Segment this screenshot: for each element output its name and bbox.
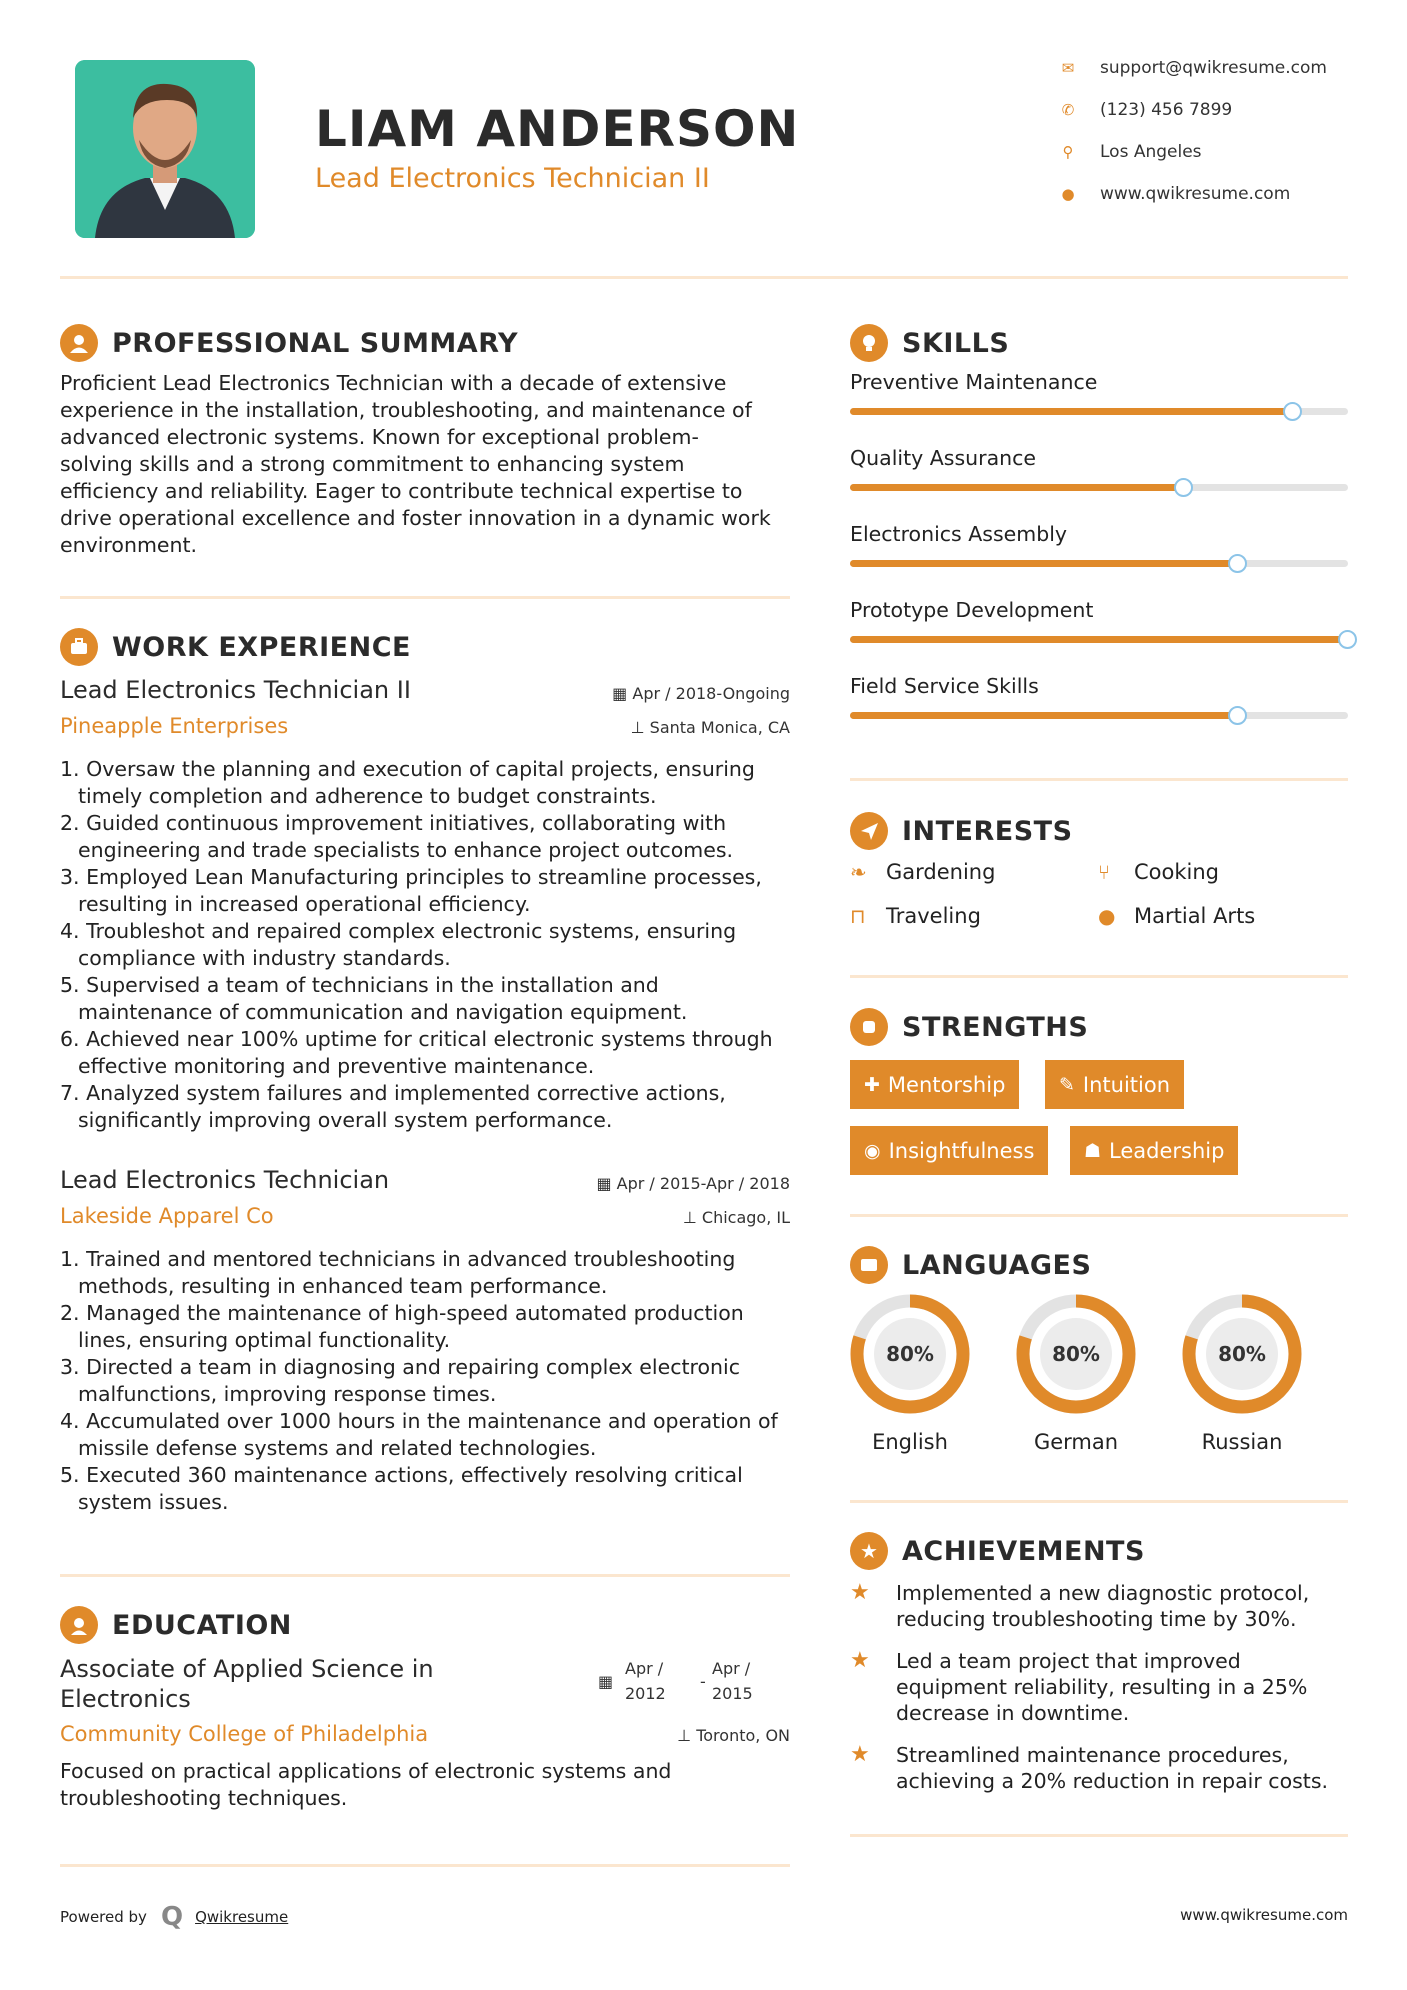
location-text: Los Angeles: [1100, 142, 1202, 162]
list-item: 2. Managed the maintenance of high-speed automated production lines, ensuring optimal functionality.: [60, 1301, 744, 1352]
languages-heading: [850, 1246, 1091, 1284]
paper-plane-icon: [850, 812, 888, 850]
globe-icon: ●: [1098, 904, 1116, 928]
utensils-icon: ⑂: [1098, 860, 1110, 884]
binoculars-icon: ⊓: [850, 904, 866, 928]
powered-by-label: Powered by: [60, 1908, 147, 1926]
phone-icon: ✆: [1061, 101, 1075, 119]
language-percent: 80%: [1052, 1342, 1100, 1366]
job-location: ⊥ Chicago, IL: [682, 1208, 790, 1227]
language-icon: [850, 1246, 888, 1284]
strength-badge: ◉ Insightfulness: [850, 1126, 1048, 1175]
interest-cooking: ⑂ Cooking: [1098, 860, 1219, 884]
phone-text: (123) 456 7899: [1100, 100, 1233, 120]
skill-bar: [850, 560, 1348, 567]
strengths-divider: [850, 1214, 1348, 1217]
skills-title: SKILLS: [902, 327, 1010, 359]
progress-ring: [1014, 1292, 1138, 1416]
star-icon: ★: [850, 1648, 870, 1673]
job-company: Lakeside Apparel Co: [60, 1204, 274, 1228]
list-item: 1. Oversaw the planning and execution of capital projects, ensuring timely completion and adherence to budget constraints.: [60, 757, 755, 808]
list-item: 7. Analyzed system failures and implemented corrective actions, significantly improving overall system performance.: [60, 1081, 726, 1132]
job-date: ▦ Apr / 2015-Apr / 2018: [596, 1174, 790, 1193]
pin-icon: ⊥: [682, 1208, 697, 1227]
job-title: Lead Electronics Technician II: [60, 676, 411, 704]
achievement-item: ★ Implemented a new diagnostic protocol, reducing troubleshooting time by 30%.: [850, 1580, 1310, 1631]
skills-divider: [850, 778, 1348, 781]
skill-label: Electronics Assembly: [850, 522, 1068, 546]
skill-bar: [850, 408, 1348, 415]
education-heading: [60, 1606, 292, 1644]
skill-bar: [850, 484, 1348, 491]
date-dash: -: [700, 1672, 706, 1691]
list-item: 4. Accumulated over 1000 hours in the maintenance and operation of missile defense systems and related technologies.: [60, 1409, 778, 1460]
school-name: Community College of Philadelphia: [60, 1722, 429, 1746]
contact-website[interactable]: [1058, 184, 1290, 204]
strength-badge: ✎ Intuition: [1045, 1060, 1184, 1109]
calendar-icon: ▦: [612, 684, 628, 703]
skill-label: Preventive Maintenance: [850, 370, 1098, 394]
skill-item: [850, 598, 1348, 674]
footer-brand: [60, 1902, 288, 1932]
interests-heading: [850, 812, 1073, 850]
list-item: 6. Achieved near 100% uptime for critical electronic systems through effective monitoring and preventive maintenance.: [60, 1027, 773, 1078]
strengths-heading: [850, 1008, 1088, 1046]
education-location: ⊥ Toronto, ON: [677, 1726, 790, 1745]
pin-icon: ⊥: [677, 1726, 692, 1745]
language-ring: [1180, 1292, 1304, 1454]
experience-title: WORK EXPERIENCE: [112, 631, 411, 663]
envelope-icon: ✉: [1061, 59, 1075, 77]
skill-item: [850, 370, 1348, 446]
skill-bar: [850, 712, 1348, 719]
strengths-title: STRENGTHS: [902, 1011, 1089, 1043]
summary-divider: [60, 596, 790, 599]
graduation-icon: [60, 1606, 98, 1644]
list-item: 3. Directed a team in diagnosing and repairing complex electronic malfunctions, improving response times.: [60, 1355, 740, 1406]
brand-link[interactable]: Qwikresume: [195, 1908, 289, 1926]
list-item: 5. Executed 360 maintenance actions, effectively resolving critical system issues.: [60, 1463, 743, 1514]
star-icon: ★: [850, 1580, 870, 1605]
skill-label: Field Service Skills: [850, 674, 1039, 698]
summary-title: PROFESSIONAL SUMMARY: [112, 327, 519, 359]
languages-divider: [850, 1500, 1348, 1503]
star-icon: ★: [850, 1742, 870, 1767]
fist-icon: [850, 1008, 888, 1046]
job-bullets: [60, 1246, 810, 1516]
skills-heading: [850, 324, 1009, 362]
achievements-divider: [850, 1834, 1348, 1837]
education-start: Apr / 2012: [625, 1659, 666, 1703]
candidate-name: LIAM ANDERSON: [315, 100, 800, 158]
language-name: English: [872, 1430, 948, 1454]
language-percent: 80%: [1218, 1342, 1266, 1366]
job-bullets: [60, 756, 810, 1134]
experience-heading: [60, 628, 411, 666]
magic-wand-icon: ✎: [1059, 1073, 1075, 1096]
language-ring: [1014, 1292, 1138, 1454]
progress-ring: [848, 1292, 972, 1416]
language-ring: [848, 1292, 972, 1454]
contact-location: [1058, 142, 1202, 162]
user-icon: [60, 324, 98, 362]
education-end: Apr / 2015: [712, 1659, 753, 1703]
language-name: German: [1033, 1430, 1119, 1454]
email-text: support@qwikresume.com: [1100, 58, 1327, 78]
job-location: ⊥ Santa Monica, CA: [630, 718, 790, 737]
skill-item: [850, 674, 1348, 750]
profile-photo: [75, 60, 255, 238]
achievements-heading: [850, 1532, 1145, 1570]
skill-label: Prototype Development: [850, 598, 1094, 622]
interests-divider: [850, 975, 1348, 978]
footer-site[interactable]: www.qwikresume.com: [1180, 1906, 1348, 1924]
calendar-icon: ▦: [596, 1174, 612, 1193]
star-badge-icon: ★: [850, 1532, 888, 1570]
education-description: Focused on practical applications of electronic systems and troubleshooting techniques.: [60, 1759, 672, 1810]
strength-badge: ☗ Leadership: [1070, 1126, 1238, 1175]
list-item: 1. Trained and mentored technicians in advanced troubleshooting methods, resulting in enhanced team performance.: [60, 1247, 736, 1298]
users-icon: ☗: [1084, 1139, 1102, 1162]
header-divider: [60, 276, 1348, 279]
interest-traveling: ⊓ Traveling: [850, 904, 981, 928]
skill-label: Quality Assurance: [850, 446, 1037, 470]
language-percent: 80%: [886, 1342, 934, 1366]
education-title: EDUCATION: [112, 1609, 292, 1641]
languages-title: LANGUAGES: [902, 1249, 1092, 1281]
skills-list: [850, 370, 1348, 750]
skill-item: [850, 522, 1348, 598]
contact-phone[interactable]: [1058, 100, 1232, 120]
achievement-item: ★ Streamlined maintenance procedures, achieving a 20% reduction in repair costs.: [850, 1742, 1329, 1793]
website-text: www.qwikresume.com: [1100, 184, 1291, 204]
achievements-title: ACHIEVEMENTS: [902, 1535, 1145, 1567]
interest-gardening: ❧ Gardening: [850, 860, 996, 884]
leaf-icon: ❧: [850, 860, 867, 884]
skill-item: [850, 446, 1348, 522]
list-item: 3. Employed Lean Manufacturing principles to streamline processes, resulting in increased operational efficiency.: [60, 865, 762, 916]
qwikresume-logo-icon: Q: [160, 1902, 184, 1932]
interests-title: INTERESTS: [902, 815, 1073, 847]
achievement-item: ★ Led a team project that improved equipment reliability, resulting in a 25% decrease in downtime.: [850, 1648, 1308, 1725]
list-item: 5. Supervised a team of technicians in the installation and maintenance of communication and navigation equipment.: [60, 973, 688, 1024]
experience-divider: [60, 1574, 790, 1577]
language-name: Russian: [1201, 1430, 1283, 1454]
job-title: Lead Electronics Technician: [60, 1166, 390, 1194]
contact-email[interactable]: [1058, 58, 1327, 78]
user-plus-icon: ✚: [864, 1073, 880, 1096]
pin-icon: ⊥: [630, 718, 645, 737]
globe-icon: ●: [1061, 185, 1075, 203]
eye-icon: ◉: [864, 1139, 881, 1162]
briefcase-icon: [60, 628, 98, 666]
candidate-title: Lead Electronics Technician II: [315, 163, 710, 194]
education-divider: [60, 1864, 790, 1867]
interest-martial-arts: ● Martial Arts: [1098, 904, 1256, 928]
map-pin-icon: ⚲: [1062, 143, 1074, 161]
skill-bar: [850, 636, 1348, 643]
job-date: ▦ Apr / 2018-Ongoing: [612, 684, 790, 703]
job-company: Pineapple Enterprises: [60, 714, 289, 738]
degree-title: Associate of Applied Science in Electronics: [60, 1655, 434, 1713]
summary-text: Proficient Lead Electronics Technician with a decade of extensive experience in the installation, troubleshooting, and maintenance of advanced electronic systems. Known for exceptional problem- solving skills and a strong commitment to enhancing system efficiency and reliability. Eager to contribute technical expertise to drive operational excellence and foster innovation in a dynamic work environment.: [60, 371, 771, 557]
progress-ring: [1180, 1292, 1304, 1416]
strength-badge: ✚ Mentorship: [850, 1060, 1019, 1109]
list-item: 2. Guided continuous improvement initiatives, collaborating with engineering and trade specialists to enhance project outcomes.: [60, 811, 734, 862]
list-item: 4. Troubleshot and repaired complex electronic systems, ensuring compliance with industry standards.: [60, 919, 737, 970]
summary-heading: [60, 324, 518, 362]
lightbulb-icon: [850, 324, 888, 362]
calendar-icon: ▦: [598, 1672, 614, 1691]
